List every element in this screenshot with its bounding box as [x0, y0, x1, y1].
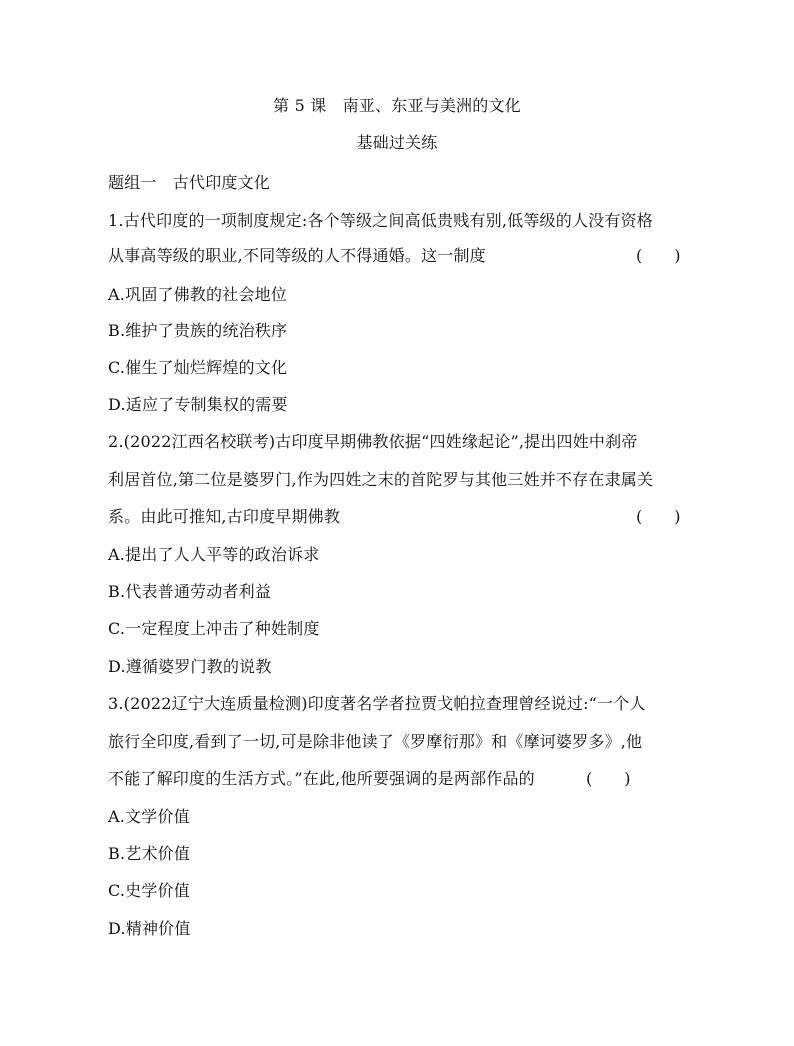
question-3-option-b: B.艺术价值: [108, 844, 191, 863]
question-3-option-c: C.史学价值: [108, 881, 190, 900]
question-1-option-b: B.维护了贵族的统治秩序: [108, 321, 288, 340]
question-3-option-a: A.文学价值: [108, 807, 190, 826]
question-2-option-a: A.提出了人人平等的政治诉求: [108, 545, 320, 564]
question-3-answer-paren: ( ): [586, 769, 631, 788]
question-3-line-3: 不能了解印度的生活方式。”在此,他所要强调的是两部作品的: [108, 769, 535, 788]
group-label: 题组一 古代印度文化: [108, 173, 271, 192]
question-2-line-2: 利居首位,第二位是婆罗门,作为四姓之末的首陀罗与其他三姓并不存在隶属关: [108, 470, 654, 489]
question-2-option-c: C.一定程度上冲击了种姓制度: [108, 619, 320, 638]
question-3-line-1: 3.(2022辽宁大连质量检测)印度著名学者拉贾戈帕拉查理曾经说过:“一个人: [108, 694, 646, 713]
question-1-option-d: D.适应了专制集权的需要: [108, 395, 288, 414]
question-2-option-d: D.遵循婆罗门教的说教: [108, 657, 272, 676]
question-2-answer-paren: ( ): [636, 507, 681, 526]
question-1-option-c: C.催生了灿烂辉煌的文化: [108, 358, 288, 377]
question-2-line-3: 系。由此可推知,古印度早期佛教: [108, 507, 341, 526]
lesson-title: 第 5 课 南亚、东亚与美洲的文化: [273, 96, 521, 115]
question-1-line-2: 从事高等级的职业,不同等级的人不得通婚。这一制度: [108, 246, 486, 265]
question-1-answer-paren: ( ): [636, 246, 681, 265]
question-1-option-a: A.巩固了佛教的社会地位: [108, 285, 288, 304]
question-1-line-1: 1.古代印度的一项制度规定:各个等级之间高低贵贱有别,低等级的人没有资格: [108, 211, 653, 230]
question-3-line-2: 旅行全印度,看到了一切,可是除非他读了《罗摩衍那》和《摩诃婆罗多》,他: [108, 732, 643, 751]
question-2-line-1: 2.(2022江西名校联考)古印度早期佛教依据“四姓缘起论”,提出四姓中刹帝: [108, 432, 638, 451]
question-2-option-b: B.代表普通劳动者利益: [108, 582, 272, 601]
section-title: 基础过关练: [356, 133, 438, 152]
question-3-option-d: D.精神价值: [108, 919, 191, 938]
